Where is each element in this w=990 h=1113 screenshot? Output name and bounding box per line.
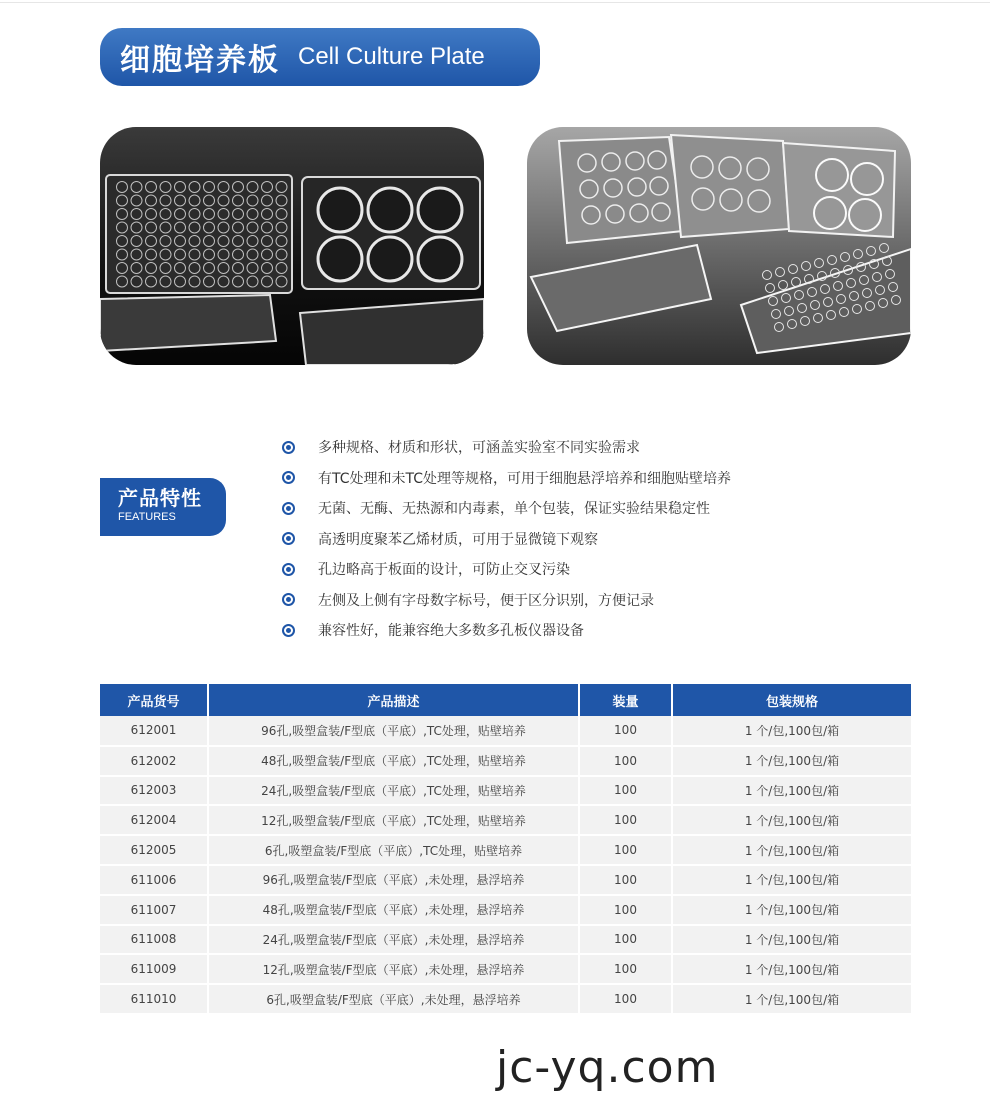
bullet-icon — [282, 624, 295, 637]
feature-item — [282, 432, 731, 463]
product-table — [100, 684, 911, 1015]
cell-packaging: 1 个/包,100包/箱 — [672, 984, 911, 1014]
cell-quantity: 100 — [579, 984, 672, 1014]
feature-item — [282, 615, 731, 646]
table-row — [100, 954, 911, 984]
cell-sku: 611007 — [100, 895, 208, 925]
feature-text: 有TC处理和未TC处理等规格，可用于细胞悬浮培养和细胞贴壁培养 — [318, 470, 732, 487]
table-header-row — [100, 684, 911, 716]
feature-item — [282, 585, 731, 616]
table-row — [100, 776, 911, 806]
cell-quantity: 100 — [579, 895, 672, 925]
cell-description: 24孔,吸塑盒装/F型底（平底）,未处理，悬浮培养 — [208, 925, 579, 955]
title-chinese: 细胞培养板 — [120, 43, 280, 78]
features-badge — [100, 478, 226, 536]
cell-quantity: 100 — [579, 865, 672, 895]
cell-sku: 611006 — [100, 865, 208, 895]
cell-packaging: 1 个/包,100包/箱 — [672, 925, 911, 955]
cell-description: 12孔,吸塑盒装/F型底（平底）,TC处理，贴壁培养 — [208, 805, 579, 835]
bullet-icon — [282, 563, 295, 576]
bullet-icon — [282, 593, 295, 606]
cell-packaging: 1 个/包,100包/箱 — [672, 954, 911, 984]
cell-packaging: 1 个/包,100包/箱 — [672, 746, 911, 776]
bullet-icon — [282, 532, 295, 545]
column-header-description: 产品描述 — [208, 684, 579, 716]
cell-description: 96孔,吸塑盒装/F型底（平底）,TC处理，贴壁培养 — [208, 716, 579, 746]
bullet-icon — [282, 441, 295, 454]
table-row — [100, 925, 911, 955]
feature-item — [282, 524, 731, 555]
cell-quantity: 100 — [579, 746, 672, 776]
feature-text: 无菌、无酶、无热源和内毒素，单个包装，保证实验结果稳定性 — [318, 501, 710, 518]
cell-sku: 611009 — [100, 954, 208, 984]
cell-sku: 612004 — [100, 805, 208, 835]
column-header-quantity: 装量 — [579, 684, 672, 716]
product-photo-right — [527, 127, 911, 365]
feature-text: 高透明度聚苯乙烯材质，可用于显微镜下观察 — [318, 531, 598, 548]
cell-quantity: 100 — [579, 716, 672, 746]
cell-packaging: 1 个/包,100包/箱 — [672, 716, 911, 746]
features-list — [282, 432, 731, 646]
table-row — [100, 865, 911, 895]
cell-packaging: 1 个/包,100包/箱 — [672, 776, 911, 806]
feature-item — [282, 493, 731, 524]
cell-description: 6孔,吸塑盒装/F型底（平底）,未处理，悬浮培养 — [208, 984, 579, 1014]
features-title-english: FEATURES — [118, 511, 176, 523]
watermark: jc-yq.com — [496, 1042, 719, 1093]
cell-sku: 612002 — [100, 746, 208, 776]
bullet-icon — [282, 471, 295, 484]
cell-sku: 612005 — [100, 835, 208, 865]
feature-text: 左侧及上侧有字母数字标号，便于区分识别，方便记录 — [318, 592, 654, 609]
product-photo-left — [100, 127, 484, 365]
cell-quantity: 100 — [579, 805, 672, 835]
cell-sku: 612003 — [100, 776, 208, 806]
cell-description: 12孔,吸塑盒装/F型底（平底）,未处理，悬浮培养 — [208, 954, 579, 984]
table-row — [100, 895, 911, 925]
top-divider — [0, 2, 990, 3]
cell-sku: 611008 — [100, 925, 208, 955]
feature-item — [282, 463, 731, 494]
cell-packaging: 1 个/包,100包/箱 — [672, 805, 911, 835]
cell-quantity: 100 — [579, 954, 672, 984]
title-english: Cell Culture Plate — [298, 43, 485, 70]
cell-packaging: 1 个/包,100包/箱 — [672, 895, 911, 925]
table-row — [100, 835, 911, 865]
cell-packaging: 1 个/包,100包/箱 — [672, 835, 911, 865]
bullet-icon — [282, 502, 295, 515]
cell-quantity: 100 — [579, 835, 672, 865]
cell-description: 96孔,吸塑盒装/F型底（平底）,未处理，悬浮培养 — [208, 865, 579, 895]
column-header-sku: 产品货号 — [100, 684, 208, 716]
cell-sku: 612001 — [100, 716, 208, 746]
table-row — [100, 984, 911, 1014]
column-header-packaging: 包装规格 — [672, 684, 911, 716]
cell-description: 6孔,吸塑盒装/F型底（平底）,TC处理，贴壁培养 — [208, 835, 579, 865]
table-row — [100, 805, 911, 835]
table-row — [100, 746, 911, 776]
cell-quantity: 100 — [579, 776, 672, 806]
cell-description: 48孔,吸塑盒装/F型底（平底）,未处理，悬浮培养 — [208, 895, 579, 925]
cell-quantity: 100 — [579, 925, 672, 955]
feature-text: 多种规格、材质和形状，可涵盖实验室不同实验需求 — [318, 440, 640, 457]
feature-item — [282, 554, 731, 585]
cell-packaging: 1 个/包,100包/箱 — [672, 865, 911, 895]
cell-description: 48孔,吸塑盒装/F型底（平底）,TC处理，贴壁培养 — [208, 746, 579, 776]
table-row — [100, 716, 911, 746]
features-title-chinese: 产品特性 — [118, 486, 202, 510]
feature-text: 兼容性好，能兼容绝大多数多孔板仪器设备 — [318, 623, 584, 640]
feature-text: 孔边略高于板面的设计，可防止交叉污染 — [318, 562, 570, 579]
page-title — [100, 28, 540, 86]
cell-description: 24孔,吸塑盒装/F型底（平底）,TC处理，贴壁培养 — [208, 776, 579, 806]
cell-sku: 611010 — [100, 984, 208, 1014]
